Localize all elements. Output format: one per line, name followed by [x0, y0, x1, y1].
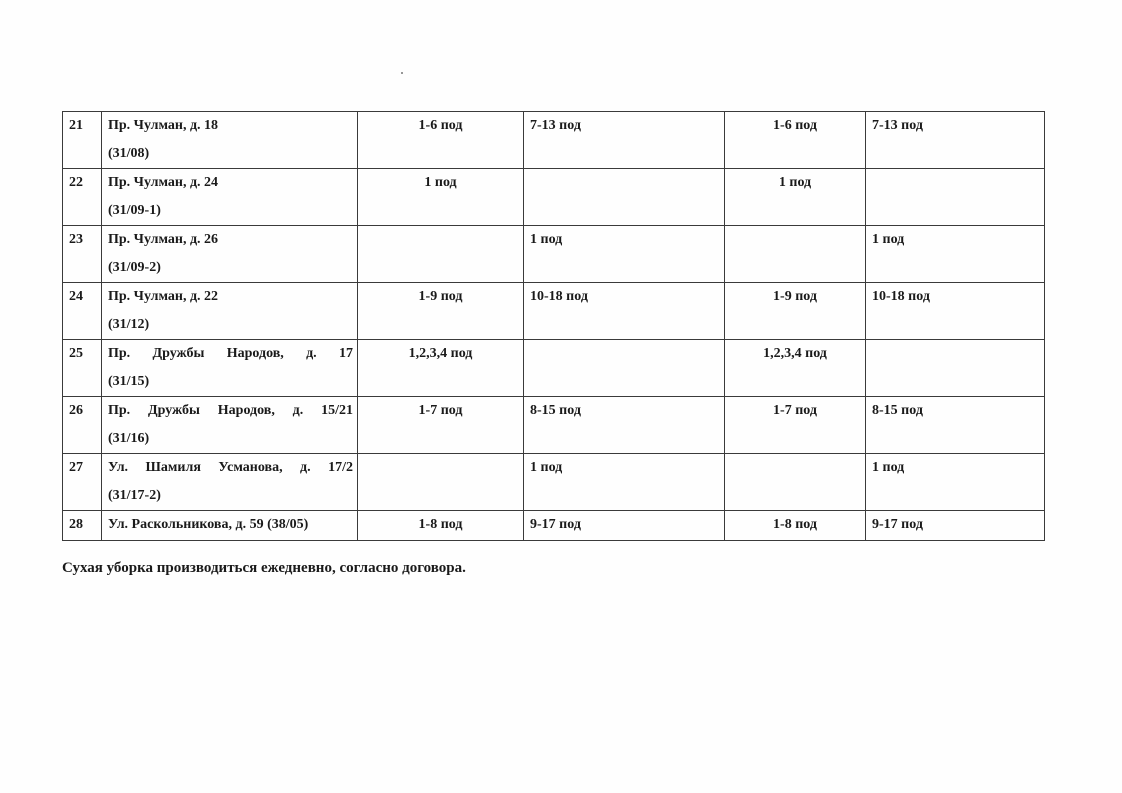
- entrances-col-4: [866, 340, 1045, 397]
- row-number: 23: [63, 226, 102, 283]
- address-cell: [102, 454, 358, 511]
- entrances-col-4: 8-15 под: [866, 397, 1045, 454]
- table-row: [63, 454, 1045, 511]
- address-text: Пр. Чулман, д. 26: [108, 232, 219, 247]
- entrances-col-2: [524, 340, 725, 397]
- entrances-col-4: 7-13 под: [866, 112, 1045, 169]
- entrances-col-3: 1 под: [725, 169, 866, 226]
- row-number: 26: [63, 397, 102, 454]
- address-text: Ул. Раскольникова, д. 59 (38/05): [108, 517, 309, 532]
- table-row: [63, 169, 1045, 226]
- entrances-col-1: 1,2,3,4 под: [358, 340, 524, 397]
- address-text: Пр. Чулман, д. 24: [108, 175, 219, 190]
- address-code: (31/08): [108, 146, 150, 161]
- entrances-col-1: 1-8 под: [358, 511, 524, 541]
- row-number: 27: [63, 454, 102, 511]
- address-cell: [102, 112, 358, 169]
- address-code: (31/15): [108, 374, 150, 389]
- entrances-col-3: 1-7 под: [725, 397, 866, 454]
- entrances-col-2: 10-18 под: [524, 283, 725, 340]
- scan-speck: [401, 72, 403, 74]
- entrances-col-1: [358, 226, 524, 283]
- address-code: (31/16): [108, 431, 150, 446]
- entrances-col-4: [866, 169, 1045, 226]
- entrances-col-4: 1 под: [866, 454, 1045, 511]
- address-cell: [102, 283, 358, 340]
- entrances-col-3: [725, 454, 866, 511]
- entrances-col-2: 1 под: [524, 226, 725, 283]
- entrances-col-4: 1 под: [866, 226, 1045, 283]
- entrances-col-1: [358, 454, 524, 511]
- entrances-col-4: 9-17 под: [866, 511, 1045, 541]
- address-text: Пр. Чулман, д. 22: [108, 289, 219, 304]
- entrances-col-1: 1 под: [358, 169, 524, 226]
- table-row: [63, 511, 1045, 541]
- entrances-col-4: 10-18 под: [866, 283, 1045, 340]
- entrances-col-3: 1-6 под: [725, 112, 866, 169]
- table-row: [63, 283, 1045, 340]
- table-row: [63, 340, 1045, 397]
- address-code: (31/12): [108, 317, 150, 332]
- address-text: Пр. Дружбы Народов, д. 17: [108, 346, 353, 361]
- row-number: 21: [63, 112, 102, 169]
- entrances-col-3: [725, 226, 866, 283]
- entrances-col-1: 1-7 под: [358, 397, 524, 454]
- entrances-col-2: 9-17 под: [524, 511, 725, 541]
- entrances-col-2: 7-13 под: [524, 112, 725, 169]
- row-number: 28: [63, 511, 102, 541]
- address-text: Пр. Дружбы Народов, д. 15/21: [108, 403, 353, 418]
- address-cell: [102, 226, 358, 283]
- row-number: 24: [63, 283, 102, 340]
- address-code: (31/17-2): [108, 488, 161, 503]
- row-number: 25: [63, 340, 102, 397]
- table-row: [63, 226, 1045, 283]
- address-cell: [102, 169, 358, 226]
- entrances-col-2: [524, 169, 725, 226]
- entrances-col-3: 1,2,3,4 под: [725, 340, 866, 397]
- address-cell: [102, 511, 358, 541]
- entrances-col-1: 1-6 под: [358, 112, 524, 169]
- address-code: (31/09-2): [108, 260, 161, 275]
- cleaning-schedule-table: [62, 111, 1045, 541]
- entrances-col-2: 1 под: [524, 454, 725, 511]
- table-row: [63, 112, 1045, 169]
- address-text: Ул. Шамиля Усманова, д. 17/2: [108, 460, 353, 475]
- address-cell: [102, 397, 358, 454]
- entrances-col-1: 1-9 под: [358, 283, 524, 340]
- entrances-col-3: 1-8 под: [725, 511, 866, 541]
- entrances-col-2: 8-15 под: [524, 397, 725, 454]
- table-row: [63, 397, 1045, 454]
- entrances-col-3: 1-9 под: [725, 283, 866, 340]
- row-number: 22: [63, 169, 102, 226]
- cleaning-note: Сухая уборка производиться ежедневно, согласно договора.: [62, 560, 466, 576]
- address-code: (31/09-1): [108, 203, 161, 218]
- address-cell: [102, 340, 358, 397]
- address-text: Пр. Чулман, д. 18: [108, 118, 219, 133]
